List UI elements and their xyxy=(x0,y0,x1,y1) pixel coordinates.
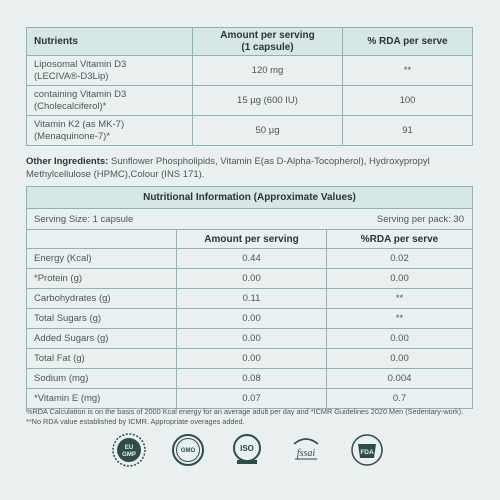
nutrition-amount: 0.00 xyxy=(177,309,327,329)
nutrition-amount: 0.00 xyxy=(177,349,327,369)
amount-header-line2: (1 capsule) xyxy=(241,41,294,53)
nutrition-row xyxy=(27,249,473,269)
other-ingredients xyxy=(26,155,476,181)
iso-label: ISO xyxy=(240,444,254,453)
eu-gmp-line1: EU xyxy=(124,445,134,451)
nutrient-amount: 50 µg xyxy=(193,116,343,146)
nutrition-rda: 0.00 xyxy=(327,269,473,289)
nutrition-name: Energy (Kcal) xyxy=(27,249,177,269)
nutrition-row xyxy=(27,289,473,309)
nutrient-name-line2: (Menaquinone-7)* xyxy=(34,130,111,142)
nutrition-row xyxy=(27,349,473,369)
nutrition-rda: ** xyxy=(327,289,473,309)
certification-badges xyxy=(0,432,500,472)
nutrition-header-blank xyxy=(27,230,177,249)
amount-per-serving-header: Amount per serving xyxy=(177,230,327,249)
nutrition-rda: 0.00 xyxy=(327,349,473,369)
other-ingredients-label: Other Ingredients: xyxy=(26,156,109,167)
nutrient-rda: 91 xyxy=(343,116,473,146)
nutrition-header-row xyxy=(27,230,473,249)
serving-row xyxy=(27,209,473,230)
nutrition-name: Sodium (mg) xyxy=(27,369,177,389)
nutrition-amount: 0.00 xyxy=(177,269,327,289)
gmo-free-icon xyxy=(170,432,206,468)
nutrition-name: Total Fat (g) xyxy=(27,349,177,369)
eu-gmp-line2: GMP xyxy=(122,452,136,458)
nutrient-rda: ** xyxy=(343,56,473,86)
eu-gmp-icon xyxy=(111,432,147,468)
nutrients-header-row xyxy=(27,28,473,56)
nutrition-amount: 0.44 xyxy=(177,249,327,269)
nutrition-name: *Vitamin E (mg) xyxy=(27,389,177,409)
nutrient-row xyxy=(27,116,473,146)
nutrition-row xyxy=(27,389,473,409)
fssai-label: fssai xyxy=(296,448,316,459)
nutrient-name xyxy=(27,86,193,116)
nutrition-info-table xyxy=(26,186,473,409)
nutrient-name-line2: (Cholecalciferol)* xyxy=(34,100,107,112)
nutrition-rda: 0.7 xyxy=(327,389,473,409)
other-ingredients-text: Sunflower Phospholipids, Vitamin E(as D-Alpha-Tocopherol), Hydroxypropyl Methylcellulose (HPMC),Colour (INS 171). xyxy=(26,156,430,180)
nutrition-name: Total Sugars (g) xyxy=(27,309,177,329)
nutrition-amount: 0.11 xyxy=(177,289,327,309)
nutrient-amount: 120 mg xyxy=(193,56,343,86)
nutrient-row xyxy=(27,86,473,116)
rda-header: % RDA per serve xyxy=(343,28,473,56)
nutrition-rda: 0.00 xyxy=(327,329,473,349)
servings-per-pack: Serving per pack: 30 xyxy=(327,209,473,230)
nutrition-row xyxy=(27,309,473,329)
nutrition-name: *Protein (g) xyxy=(27,269,177,289)
rda-per-serve-header: %RDA per serve xyxy=(327,230,473,249)
nutrient-row xyxy=(27,56,473,86)
nutrients-header: Nutrients xyxy=(27,28,193,56)
iso-certified-icon xyxy=(229,432,265,468)
nutrient-name-line1: containing Vitamin D3 xyxy=(34,88,127,100)
nutrient-name xyxy=(27,116,193,146)
nutrition-title-row xyxy=(27,187,473,209)
nutrition-row xyxy=(27,369,473,389)
nutrient-name-line2: (LECIVA®-D3Lip) xyxy=(34,70,109,82)
amount-header-line1: Amount per serving xyxy=(220,29,315,41)
nutrition-amount: 0.08 xyxy=(177,369,327,389)
nutrient-rda: 100 xyxy=(343,86,473,116)
amount-header xyxy=(193,28,343,56)
nutrition-amount: 0.07 xyxy=(177,389,327,409)
nutrient-name xyxy=(27,56,193,86)
serving-size: Serving Size: 1 capsule xyxy=(27,209,327,230)
nutrient-amount: 15 µg (600 IU) xyxy=(193,86,343,116)
nutrient-name-line1: Vitamin K2 (as MK-7) xyxy=(34,118,125,130)
nutrition-amount: 0.00 xyxy=(177,329,327,349)
nutrition-name: Added Sugars (g) xyxy=(27,329,177,349)
nutrition-name: Carbohydrates (g) xyxy=(27,289,177,309)
nutrition-row xyxy=(27,269,473,289)
fda-approved-icon xyxy=(349,432,385,468)
gmo-label: GMO xyxy=(180,448,196,454)
fda-label: FDA xyxy=(360,449,374,456)
nutrients-table xyxy=(26,27,473,146)
nutrient-name-line1: Liposomal Vitamin D3 xyxy=(34,58,127,70)
nutrition-rda: 0.02 xyxy=(327,249,473,269)
nutrition-title: Nutritional Information (Approximate Values) xyxy=(27,187,473,209)
nutrition-rda: 0.004 xyxy=(327,369,473,389)
nutrition-row xyxy=(27,329,473,349)
rda-footnote: %RDA Calculation is on the basis of 2000 Kcal energy for an average adult per day and *ICMR Guidelines 2020 Men (Sedentary-work). **No RDA value established by ICMR. Appropriate overages added. xyxy=(26,407,464,426)
fssai-logo-icon xyxy=(288,432,324,468)
nutrition-rda: ** xyxy=(327,309,473,329)
